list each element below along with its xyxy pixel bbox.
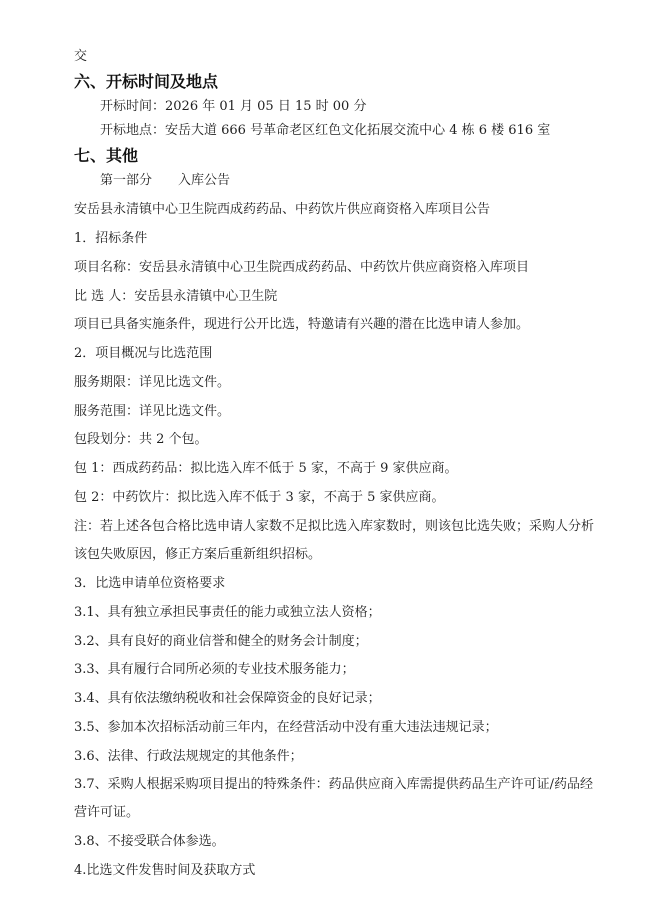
bid-opening-place: 开标地点：安岳大道 666 号革命老区红色文化拓展交流中心 4 栋 6 楼 616 室 [100,123,551,138]
requirement-3-3: 3.3、具有履行合同所必须的专业技术服务能力； [74,662,355,677]
service-period: 服务期限：详见比选文件。 [74,375,231,390]
requirement-3-5: 3.5、参加本次招标活动前三年内，在经营活动中没有重大违法违规记录； [74,720,498,735]
part-one-label [100,172,230,190]
section-6-heading: 六、开标时间及地点 [74,72,219,91]
project-intro: 项目已具备实施条件，现进行公开比选，特邀请有兴趣的潜在比选申请人参加。 [74,317,530,332]
service-scope: 服务范围：详见比选文件。 [74,404,231,419]
part-label: 第一部分 [100,173,153,188]
part-title: 入库公告 [178,173,231,188]
top-fragment-text: 交 [74,49,88,64]
notice-title: 安岳县永清镇中心卫生院西成药药品、中药饮片供应商资格入库项目公告 [74,202,491,217]
requirement-3-8: 3.8、不接受联合体参选。 [74,834,225,849]
requirement-3-2: 3.2、具有良好的商业信誉和健全的财务会计制度； [74,634,368,649]
note-line-2: 该包失败原因，修正方案后重新组织招标。 [74,547,322,562]
lot-division: 包段划分：共 2 个包。 [74,432,208,447]
s1-heading: 1．招标条件 [74,231,148,246]
selector-name: 比 选 人：安岳县永清镇中心卫生院 [74,289,278,304]
requirement-3-6: 3.6、法律、行政法规规定的其他条件； [74,749,303,764]
section-7-heading: 七、其他 [74,146,139,165]
requirement-3-7-line-1: 3.7、采购人根据采购项目提出的特殊条件：药品供应商入库需提供药品生产许可证/药品经 [74,777,594,792]
bid-opening-time: 开标时间：2026 年 01 月 05 日 15 时 00 分 [100,99,367,114]
lot-2: 包 2：中药饮片：拟比选入库不低于 3 家，不高于 5 家供应商。 [74,490,445,505]
lot-1: 包 1：西成药药品：拟比选入库不低于 5 家，不高于 9 家供应商。 [74,461,458,476]
requirement-3-1: 3.1、具有独立承担民事责任的能力或独立法人资格； [74,605,381,620]
s2-heading: 2．项目概况与比选范围 [74,346,213,361]
project-name: 项目名称：安岳县永清镇中心卫生院西成药药品、中药饮片供应商资格入库项目 [74,260,530,275]
requirement-3-4: 3.4、具有依法缴纳税收和社会保障资金的良好记录； [74,691,381,706]
note-line-1: 注：若上述各包合格比选申请人家数不足拟比选入库家数时，则该包比选失败；采购人分析 [74,519,595,534]
s3-heading: 3．比选申请单位资格要求 [74,576,226,591]
requirement-3-7-line-2: 营许可证。 [74,805,140,820]
s4-heading: 4.比选文件发售时间及获取方式 [74,863,256,878]
